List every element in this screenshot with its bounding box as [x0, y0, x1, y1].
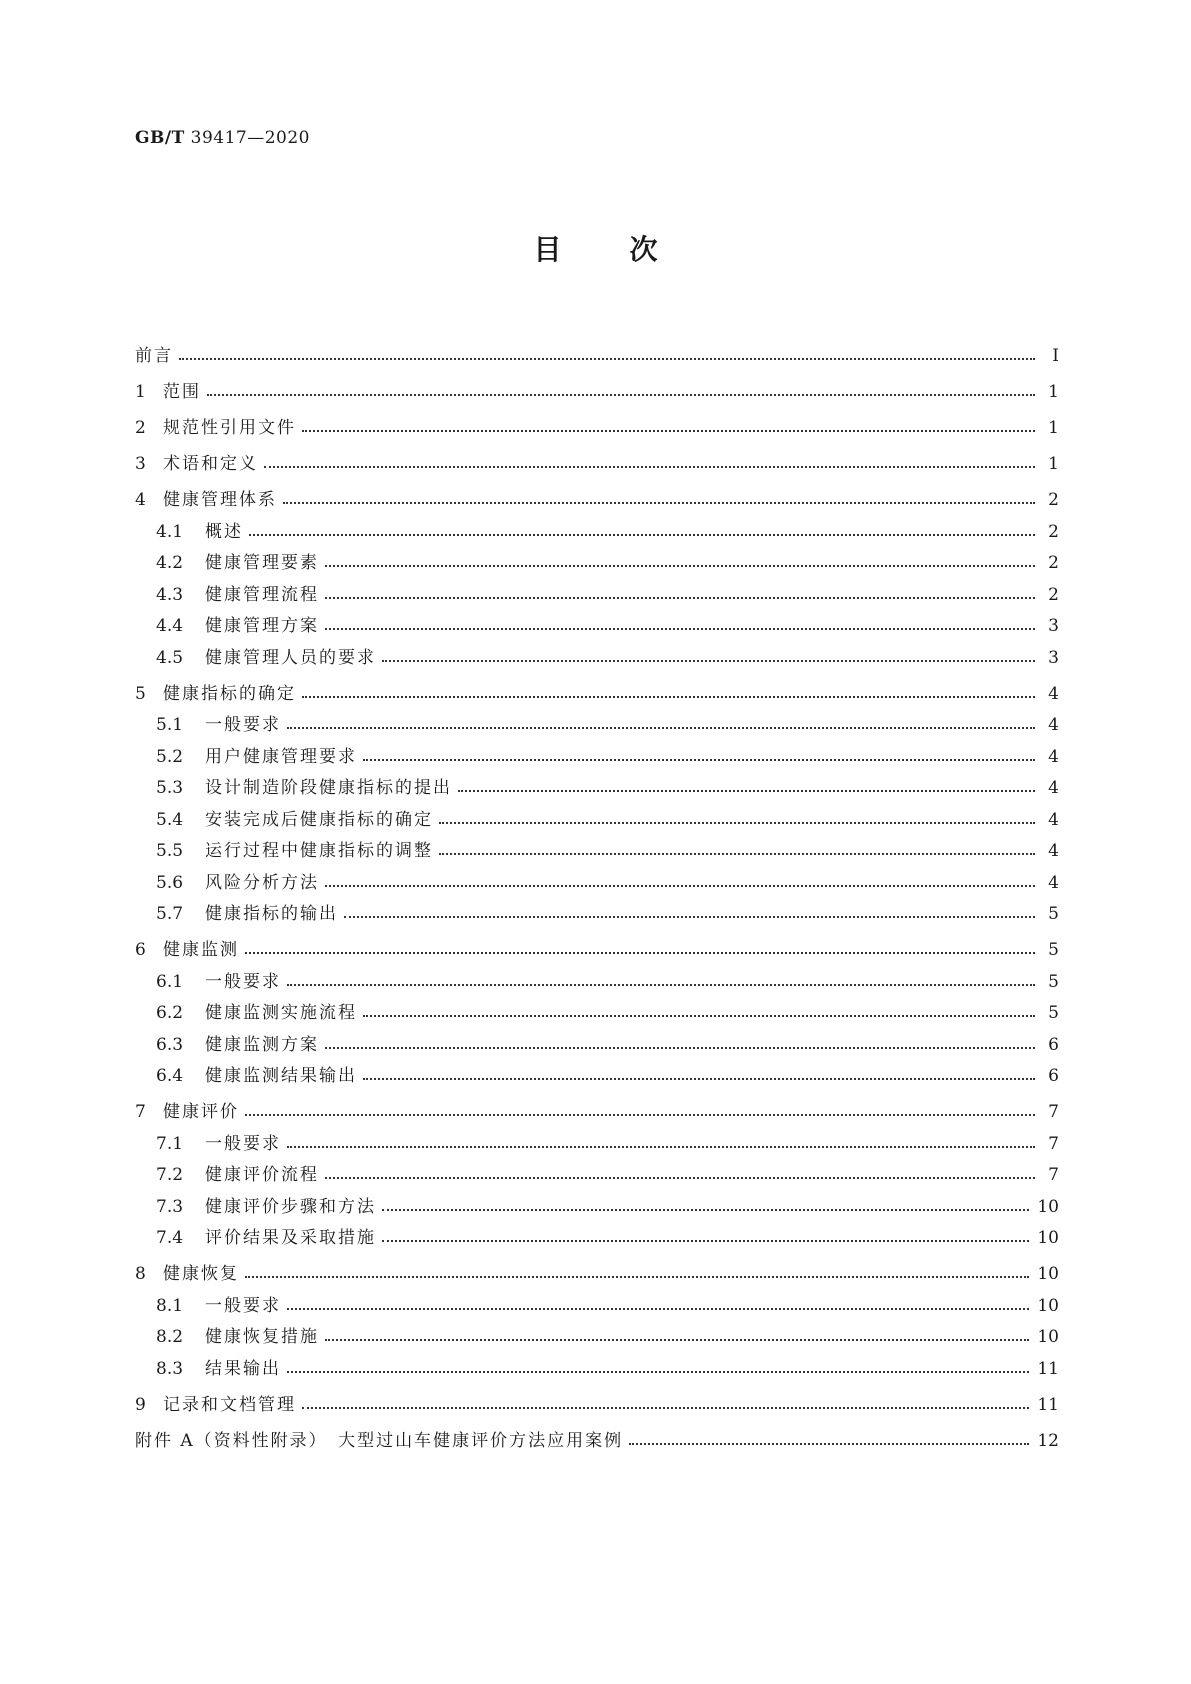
toc-entry-title: 健康恢复 [163, 1264, 239, 1284]
toc-entry-page: 5 [1048, 904, 1059, 924]
toc-entry-page: 4 [1048, 841, 1059, 861]
toc-leader-dots [325, 628, 1035, 630]
toc-entry[interactable] [135, 1121, 1059, 1153]
toc-leader-dots [287, 984, 1035, 986]
toc-entry-page: 10 [1037, 1295, 1059, 1316]
toc-entry-number: 8.1 [156, 1295, 184, 1316]
toc-entry-page: 5 [1048, 1003, 1059, 1023]
toc-entry[interactable] [135, 401, 1059, 437]
toc-entry-page: 4 [1048, 809, 1059, 830]
toc-entry-page: 4 [1048, 715, 1059, 735]
toc-entry[interactable] [135, 1414, 1059, 1450]
toc-entry-title: 健康评价流程 [205, 1165, 319, 1185]
toc-entry[interactable] [135, 703, 1059, 735]
toc-entry[interactable] [135, 1184, 1059, 1216]
toc-leader-dots [287, 1146, 1035, 1148]
toc-entry-page: 1 [1048, 454, 1059, 474]
toc-entry-page: Ⅰ [1052, 346, 1059, 366]
toc-entry-title: 范围 [163, 382, 201, 402]
toc-entry-title: 健康监测结果输出 [205, 1066, 357, 1086]
standard-code-number: 39417—2020 [190, 128, 310, 148]
toc-leader-dots [249, 534, 1035, 536]
toc-leader-dots [325, 1177, 1035, 1179]
toc-entry-title: 风险分析方法 [205, 872, 319, 893]
toc-entry-title: 安装完成后健康指标的确定 [205, 809, 433, 830]
toc-entry-page: 5 [1048, 940, 1059, 960]
toc-entry-number: 1 [135, 382, 146, 402]
toc-leader-dots [264, 466, 1035, 468]
toc-leader-dots [283, 502, 1035, 504]
toc-entry-number: 7.1 [156, 1133, 184, 1154]
title-char-1: 目 [533, 233, 562, 266]
toc-entry[interactable] [135, 991, 1059, 1023]
toc-entry-page: 12 [1037, 1430, 1059, 1451]
toc-entry[interactable] [135, 766, 1059, 798]
toc-entry-title: 设计制造阶段健康指标的提出 [205, 778, 452, 798]
table-of-contents [135, 329, 1059, 1450]
toc-entry-page: 3 [1048, 647, 1059, 668]
toc-entry-page: 4 [1048, 683, 1059, 704]
toc-leader-dots [179, 358, 1035, 360]
toc-entry-title: 一般要求 [205, 715, 281, 735]
toc-leader-dots [287, 1308, 1029, 1310]
toc-entry-title: 一般要求 [205, 971, 281, 992]
toc-entry-page: 2 [1048, 521, 1059, 542]
toc-entry-title: 评价结果及采取措施 [205, 1228, 376, 1248]
toc-entry-page: 10 [1037, 1264, 1059, 1284]
toc-entry[interactable] [135, 1283, 1059, 1315]
toc-entry-number: 5 [135, 683, 146, 704]
toc-entry-number: 6.2 [156, 1003, 184, 1023]
toc-entry-page: 1 [1048, 382, 1059, 402]
toc-entry[interactable] [135, 635, 1059, 667]
standard-code [135, 128, 310, 148]
toc-entry[interactable] [135, 604, 1059, 636]
toc-entry-number: 3 [135, 454, 146, 474]
toc-entry-title: 规范性引用文件 [163, 418, 296, 438]
toc-entry-page: 11 [1037, 1358, 1059, 1379]
toc-entry-page: 7 [1048, 1133, 1059, 1154]
toc-entry-title: 健康管理要素 [205, 553, 319, 573]
toc-entry-title: 记录和文档管理 [163, 1394, 296, 1415]
toc-entry-title: 健康评价步骤和方法 [205, 1196, 376, 1217]
toc-entry[interactable] [135, 667, 1059, 703]
toc-leader-dots [245, 1114, 1035, 1116]
toc-leader-dots [302, 430, 1035, 432]
toc-entry-number: 6.4 [156, 1066, 184, 1086]
toc-entry-page: 11 [1037, 1394, 1059, 1415]
toc-entry-page: 1 [1048, 418, 1059, 438]
toc-entry-number: 2 [135, 418, 146, 438]
toc-entry-page: 7 [1048, 1165, 1059, 1185]
toc-entry-page: 10 [1037, 1228, 1059, 1248]
toc-entry-title: 概述 [205, 521, 243, 542]
toc-entry[interactable] [135, 437, 1059, 473]
toc-entry-title: 健康管理流程 [205, 584, 319, 605]
toc-entry-number: 5.4 [156, 809, 184, 830]
standard-code-prefix: GB/T [135, 128, 185, 148]
toc-entry-number: 8.3 [156, 1358, 184, 1379]
toc-leader-dots [382, 660, 1035, 662]
toc-entry-title: 健康监测 [163, 940, 239, 960]
toc-entry[interactable] [135, 1346, 1059, 1378]
toc-entry-number: 5.1 [156, 715, 184, 735]
toc-entry-number: 4.2 [156, 553, 184, 573]
toc-entry-title: 健康指标的确定 [163, 683, 296, 704]
toc-entry[interactable] [135, 1216, 1059, 1248]
toc-entry-number: 7.4 [156, 1228, 184, 1248]
toc-entry-title: 用户健康管理要求 [205, 746, 357, 767]
toc-leader-dots [458, 790, 1035, 792]
toc-entry-number: 6.3 [156, 1034, 184, 1055]
toc-leader-dots [363, 759, 1035, 761]
toc-entry-title: 健康监测方案 [205, 1034, 319, 1055]
toc-entry-title: 健康管理体系 [163, 490, 277, 510]
toc-entry-number: 4 [135, 490, 146, 510]
toc-entry[interactable] [135, 892, 1059, 924]
page-title [0, 228, 1191, 268]
toc-entry-title: 健康管理人员的要求 [205, 647, 376, 668]
toc-leader-dots [363, 1078, 1035, 1080]
toc-leader-dots [363, 1015, 1035, 1017]
toc-entry-number: 5.6 [156, 872, 184, 893]
toc-leader-dots [439, 822, 1035, 824]
toc-entry-number: 5.5 [156, 841, 184, 861]
toc-entry[interactable] [135, 541, 1059, 573]
toc-entry[interactable] [135, 829, 1059, 861]
toc-entry-page: 4 [1048, 872, 1059, 893]
toc-entry-page: 5 [1048, 971, 1059, 992]
toc-entry[interactable] [135, 1247, 1059, 1283]
toc-leader-dots [325, 885, 1035, 887]
toc-entry-number: 8 [135, 1264, 146, 1284]
toc-entry-page: 4 [1048, 778, 1059, 798]
toc-entry-number: 9 [135, 1394, 146, 1415]
toc-entry-number: 4.4 [156, 616, 184, 636]
toc-leader-dots [382, 1209, 1029, 1211]
toc-leader-dots [245, 952, 1035, 954]
toc-leader-dots [382, 1240, 1029, 1242]
toc-entry[interactable] [135, 572, 1059, 604]
toc-entry-number: 6 [135, 940, 146, 960]
toc-entry-title: 健康恢复措施 [205, 1327, 319, 1347]
toc-entry[interactable] [135, 1315, 1059, 1347]
toc-leader-dots [439, 853, 1035, 855]
toc-entry[interactable] [135, 1378, 1059, 1414]
toc-leader-dots [325, 597, 1035, 599]
toc-entry-title: 一般要求 [205, 1133, 281, 1154]
toc-leader-dots [302, 1407, 1029, 1409]
toc-entry[interactable] [135, 923, 1059, 959]
title-char-2: 次 [629, 233, 658, 266]
toc-entry-number: 4.5 [156, 647, 184, 668]
toc-entry[interactable] [135, 1085, 1059, 1121]
toc-leader-dots [245, 1276, 1029, 1278]
toc-entry-page: 4 [1048, 746, 1059, 767]
toc-entry-page: 7 [1048, 1102, 1059, 1122]
toc-entry-number: 8.2 [156, 1327, 184, 1347]
toc-entry[interactable] [135, 1022, 1059, 1054]
toc-entry-title: 附件 A（资料性附录） 大型过山车健康评价方法应用案例 [135, 1430, 624, 1451]
toc-entry-number: 7 [135, 1102, 146, 1122]
toc-entry-title: 前言 [135, 346, 173, 366]
toc-leader-dots [629, 1443, 1029, 1445]
toc-entry-page: 3 [1048, 616, 1059, 636]
toc-entry[interactable] [135, 473, 1059, 509]
toc-entry-title: 健康管理方案 [205, 616, 319, 636]
toc-entry-title: 一般要求 [205, 1295, 281, 1316]
toc-entry[interactable] [135, 1054, 1059, 1086]
toc-entry[interactable] [135, 734, 1059, 766]
toc-entry-number: 4.3 [156, 584, 184, 605]
toc-entry-number: 7.3 [156, 1196, 184, 1217]
toc-entry-page: 2 [1048, 584, 1059, 605]
toc-entry-title: 术语和定义 [163, 454, 258, 474]
toc-entry-title: 健康评价 [163, 1102, 239, 1122]
toc-entry-page: 2 [1048, 490, 1059, 510]
toc-leader-dots [344, 916, 1035, 918]
toc-leader-dots [287, 727, 1035, 729]
toc-entry-title: 结果输出 [205, 1358, 281, 1379]
toc-entry-number: 5.2 [156, 746, 184, 767]
toc-entry-number: 6.1 [156, 971, 184, 992]
toc-entry-page: 10 [1037, 1327, 1059, 1347]
toc-entry-number: 5.7 [156, 904, 184, 924]
toc-leader-dots [207, 394, 1035, 396]
toc-entry[interactable] [135, 959, 1059, 991]
toc-entry[interactable] [135, 509, 1059, 541]
toc-leader-dots [287, 1371, 1029, 1373]
toc-entry[interactable] [135, 860, 1059, 892]
toc-leader-dots [325, 1047, 1035, 1049]
toc-entry[interactable] [135, 1153, 1059, 1185]
toc-entry-title: 健康监测实施流程 [205, 1003, 357, 1023]
toc-leader-dots [325, 565, 1035, 567]
toc-entry-number: 5.3 [156, 778, 184, 798]
toc-entry[interactable] [135, 365, 1059, 401]
toc-entry-page: 2 [1048, 553, 1059, 573]
toc-entry[interactable] [135, 329, 1059, 365]
toc-entry-title: 健康指标的输出 [205, 904, 338, 924]
toc-entry-title: 运行过程中健康指标的调整 [205, 841, 433, 861]
toc-entry-number: 4.1 [156, 521, 184, 542]
toc-entry-page: 6 [1048, 1034, 1059, 1055]
toc-leader-dots [302, 696, 1035, 698]
toc-leader-dots [325, 1339, 1029, 1341]
toc-entry-page: 6 [1048, 1066, 1059, 1086]
toc-entry-page: 10 [1037, 1196, 1059, 1217]
toc-entry-number: 7.2 [156, 1165, 184, 1185]
toc-entry[interactable] [135, 797, 1059, 829]
